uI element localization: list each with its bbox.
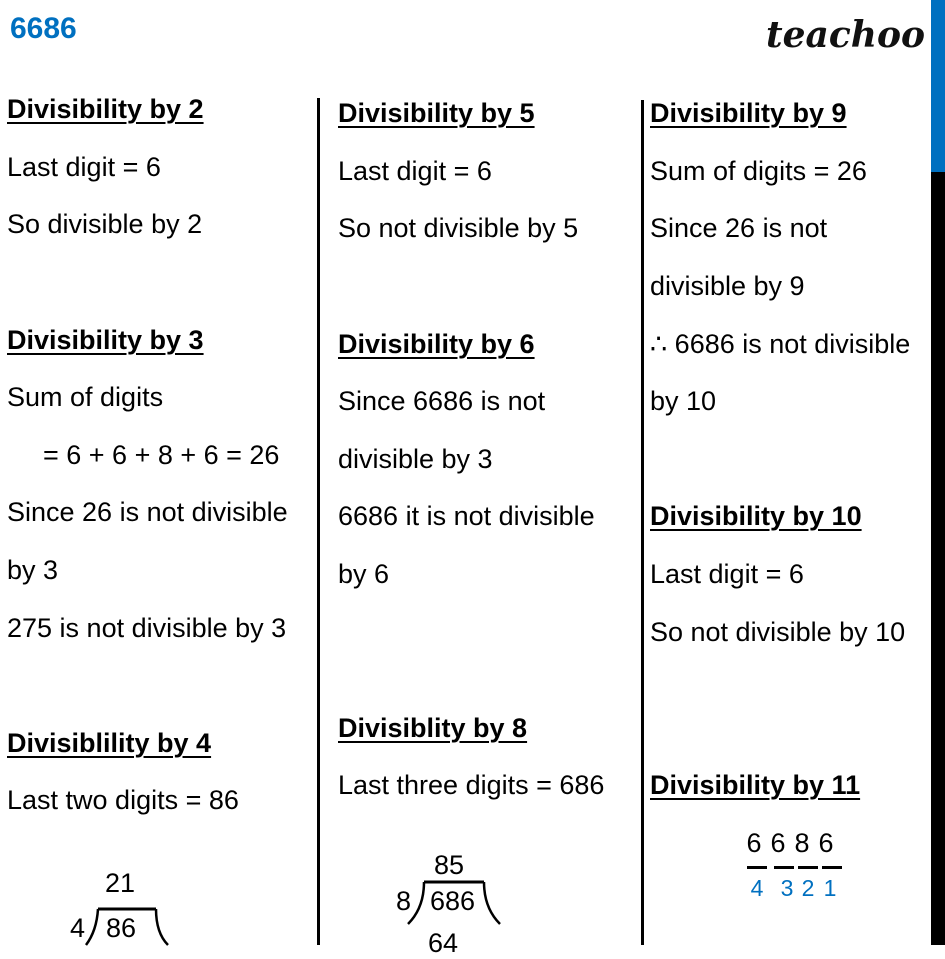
text-line: Last two digits = 86 [7,785,239,815]
digit: 6 [746,828,762,858]
text-line: So not divisible by 5 [338,213,579,243]
text-line: = 6 + 6 + 8 + 6 = 26 [43,440,280,470]
digit: 8 [794,828,810,858]
text-line: So not divisible by 10 [650,617,906,647]
divisor: 8 [396,886,412,916]
text-line: Since 26 is not divisible [7,497,288,527]
heading-divisibility-9: Divisibility by 9 [650,98,847,128]
digit: 6 [770,828,786,858]
heading-divisibility-8: Divisiblity by 8 [338,713,528,743]
heading-divisibility-6: Divisibility by 6 [338,329,535,359]
division-bracket [84,905,174,950]
accent-bar-black [931,172,945,945]
partial-product: 64 [428,928,459,958]
digit-underline [747,866,767,869]
text-line: 6686 it is not divisible [338,501,595,531]
position-number: 3 [780,875,794,901]
teachoo-logo: teachoo [766,14,925,56]
text-line: ∴ 6686 is not divisible [650,329,911,359]
digit-underline [774,866,794,869]
heading-divisibility-5: Divisibility by 5 [338,98,535,128]
heading-divisibility-4: Divisiblility by 4 [7,728,212,758]
text-line: divisible by 3 [338,444,493,474]
heading-divisibility-11: Divisibility by 11 [650,770,861,800]
digit-underline [798,866,818,869]
quotient: 85 [434,850,465,880]
column-divider-2 [641,100,644,945]
text-line: Last digit = 6 [338,156,492,186]
text-line: Last digit = 6 [7,152,161,182]
accent-bar-blue [931,0,945,172]
text-line: So divisible by 2 [7,209,203,239]
text-line: by 6 [338,559,390,589]
text-line: Last three digits = 686 [338,770,605,800]
heading-divisibility-3: Divisibility by 3 [7,325,204,355]
text-line: by 10 [650,386,717,416]
text-line: Sum of digits [7,382,164,412]
dividend: 686 [430,886,476,916]
page-title: 6686 [10,12,77,45]
text-line: Since 6686 is not [338,386,546,416]
text-line: 275 is not divisible by 3 [7,613,287,643]
heading-divisibility-2: Divisibility by 2 [7,94,204,124]
digit: 6 [818,828,834,858]
position-number: 1 [823,875,837,901]
position-number: 4 [750,875,764,901]
dividend: 86 [106,913,137,943]
text-line: Sum of digits = 26 [650,156,867,186]
divisor: 4 [70,913,86,943]
heading-divisibility-10: Divisibility by 10 [650,501,862,531]
division-bracket [406,878,506,928]
text-line: Since 26 is not [650,213,828,243]
text-line: divisible by 9 [650,271,805,301]
column-divider-1 [317,98,320,945]
text-line: by 3 [7,555,59,585]
position-number: 2 [801,875,815,901]
quotient: 21 [105,868,136,898]
digit-underline [822,866,842,869]
text-line: Last digit = 6 [650,559,804,589]
